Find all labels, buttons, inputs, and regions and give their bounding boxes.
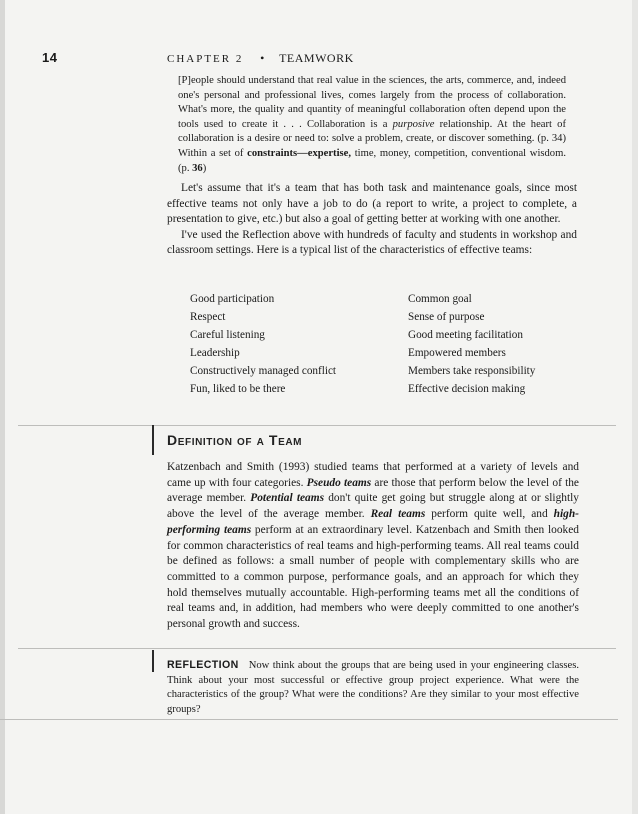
reflection-box [167, 658, 579, 717]
bottom-divider [0, 719, 618, 720]
list-item: Leadership [190, 347, 240, 359]
list-item: Constructively managed conflict [190, 365, 337, 377]
quote-text-3: time, money, competition, conventional wisdom. (p. [178, 147, 566, 174]
definition-text-3: don't quite get going but struggle along at or slightly above the level of the average member. [167, 492, 579, 521]
body-text-2 [167, 460, 579, 633]
definition-text-2: are those that perform below the level of the average member. [167, 476, 579, 505]
section-heading: Definition of a Team [167, 432, 303, 448]
running-head [167, 51, 354, 66]
reflection-divider [18, 648, 616, 649]
paragraph-definition [167, 460, 579, 633]
term-potential-teams: Potential teams [250, 492, 325, 505]
list-item: Good meeting facilitation [408, 329, 523, 341]
traits-right-column [408, 290, 535, 398]
term-real-teams: Real teams [370, 508, 426, 521]
section-title: TEAMWORK [279, 51, 354, 65]
quote-text-1: [P]eople should understand that real value in the sciences, the arts, commerce, and, indeed one's personal and professional lives, comes largely from the process of collaboration. What's more, the quality and quantity of meaningful collaboration often depend upon the tools used to create it . . . Collaboration is a [178, 75, 566, 130]
list-item: Respect [190, 311, 226, 323]
quote-emphasis: purposive [392, 118, 435, 130]
list-item: Sense of purpose [408, 311, 485, 323]
paragraph-reflection-use: I've used the Reflection above with hundreds of faculty and students in workshop and classroom settings. Here is a typical list of the characteristics of effective teams: [167, 228, 577, 257]
quote-bold: constraints—expertise, [247, 147, 351, 159]
reflection-text: Now think about the groups that are being used in your engineering classes. Think about your most successful or effective group project experience. What were the characteristics of the group? What were the conditions? Are they similar to your most effective groups? [167, 660, 579, 715]
page-left-edge [0, 0, 5, 814]
list-item: Common goal [408, 293, 472, 305]
reflection-label: REFLECTION [167, 659, 239, 671]
separator-dot: • [260, 51, 265, 65]
page-number: 14 [42, 50, 58, 65]
definition-text-5: perform at an extraordinary level. Katzenbach and Smith then looked for common characteristics of real teams and high-performing teams. All real teams could be defined as follows: a small number of people with complementary skills who are committed to a common purpose, performance goals, and an approach for which they hold themselves mutually accountable. High-performing teams met all the conditions of real teams and, in addition, had members who were deeply committed to one another's personal growth and success. [167, 523, 579, 631]
quote-text-4: ) [202, 162, 207, 174]
paragraph-goals: Let's assume that it's a team that has both task and maintenance goals, since most effective teams not only have a job to do (a report to write, a project to complete, a presentation to give, etc.) but also a goal of getting better at working with one another. [167, 182, 577, 226]
list-item: Empowered members [408, 347, 506, 359]
term-pseudo-teams: Pseudo teams [306, 476, 372, 489]
page-right-edge [632, 0, 638, 814]
heading-marker-bar [152, 425, 154, 455]
list-item: Fun, liked to be there [190, 383, 286, 395]
list-item: Careful listening [190, 329, 265, 341]
list-item: Good participation [190, 293, 275, 305]
section-divider [18, 425, 616, 426]
list-item: Effective decision making [408, 383, 526, 395]
body-text-1 [167, 181, 577, 259]
quote-bold-page: 36 [192, 162, 203, 174]
traits-left-column [190, 290, 336, 398]
list-item: Members take responsibility [408, 365, 536, 377]
definition-text-1: Katzenbach and Smith (1993) studied teams that performed at a variety of levels and came up with four categories. [167, 461, 579, 489]
block-quote [178, 74, 566, 176]
chapter-label: CHAPTER 2 [167, 53, 244, 65]
reflection-marker-bar [152, 650, 154, 672]
quote-text-2: relationship. At the heart of collaboration is a desire or need to: solve a problem, create, or discover something. (p. 34) Within a set of [178, 118, 567, 159]
definition-text-4: perform quite well, and [425, 508, 554, 521]
term-high-performing-teams: high-performing teams [167, 508, 579, 536]
